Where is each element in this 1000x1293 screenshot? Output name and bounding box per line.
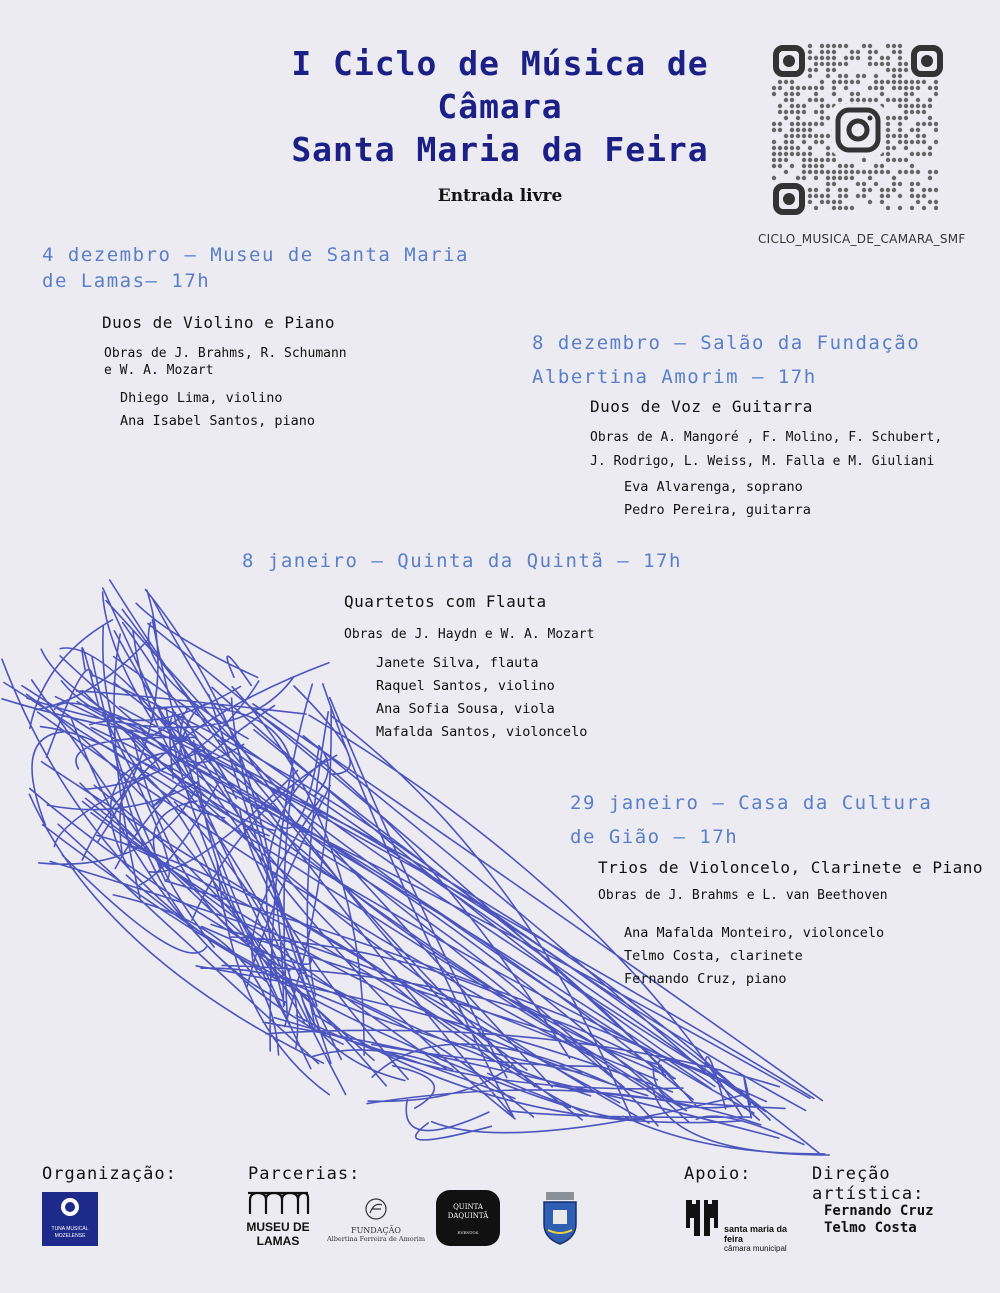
tuna-mozelense-logo: TUNA MUSICAL MOZELENSE — [42, 1192, 98, 1246]
instagram-qr-code[interactable] — [770, 42, 946, 218]
performer: Janete Silva, flauta — [376, 655, 539, 671]
performer: Dhiego Lima, violino — [120, 390, 283, 406]
direcao-label: Direção artística: — [812, 1164, 925, 1204]
title-line-3: Santa Maria da Feira — [291, 130, 709, 169]
performer: Ana Sofia Sousa, viola — [376, 701, 555, 717]
concert-4-program: Trios de Violoncelo, Clarinete e Piano — [598, 858, 984, 877]
concert-4-date: 29 janeiro – Casa da Cultura de Gião – 17h — [570, 792, 933, 848]
performer: Pedro Pereira, guitarra — [624, 502, 811, 518]
museu-lamas-logo: MUSEU DE LAMAS — [246, 1190, 310, 1250]
title-line-2: Câmara — [437, 87, 563, 126]
smf-camara-logo: santa maria da feira câmara municipal — [684, 1196, 804, 1244]
entrada-livre: Entrada livre — [437, 186, 563, 206]
parcerias-label: Parcerias: — [248, 1164, 361, 1184]
concert-1-performers — [120, 387, 315, 433]
concert-2-works: Obras de A. Mangoré , F. Molino, F. Schubert, J. Rodrigo, L. Weiss, M. Falla e M. Giuliani — [590, 430, 943, 469]
organizacao-label: Organização: — [42, 1164, 177, 1184]
title-line-1: I Ciclo de Música de — [291, 44, 709, 83]
arches-icon — [246, 1190, 310, 1216]
castle-icon — [684, 1196, 720, 1240]
fundacao-logo: FUNDAÇÃO Albertina Ferreira de Amorim — [326, 1196, 426, 1244]
concert-2-program: Duos de Voz e Guitarra — [590, 397, 813, 416]
concert-2-date: 8 dezembro – Salão da Fundação Albertina Amorim – 17h — [532, 332, 921, 388]
concert-4-works: Obras de J. Brahms e L. van Beethoven — [598, 888, 888, 903]
concert-1-program: Duos de Violino e Piano — [102, 313, 336, 332]
concert-3-date: 8 janeiro – Quinta da Quintã – 17h — [242, 550, 682, 572]
performer: Ana Mafalda Monteiro, violoncelo — [624, 925, 885, 941]
concert-4-performers — [624, 922, 884, 991]
tuna-emblem-icon — [42, 1192, 98, 1222]
quinta-logo: QUINTA DAQUINTÃ EVENTOS — [436, 1190, 500, 1246]
performer: Mafalda Santos, violoncelo — [376, 724, 588, 740]
performer: Telmo Costa, clarinete — [624, 948, 803, 964]
concert-2-performers — [624, 476, 811, 522]
concert-1-date: 4 dezembro – Museu de Santa Maria de Lamas– 17h — [42, 244, 469, 292]
concert-3-performers — [376, 652, 587, 744]
concert-3-works: Obras de J. Haydn e W. A. Mozart — [344, 627, 595, 642]
instagram-handle[interactable]: CICLO_MUSICA_DE_CAMARA_SMF — [758, 232, 966, 246]
direcao-names: Fernando Cruz Telmo Costa — [824, 1203, 934, 1236]
poster-title — [240, 42, 760, 171]
performer: Ana Isabel Santos, piano — [120, 413, 316, 429]
concert-1-works: Obras de J. Brahms, R. Schumann e W. A. Mozart — [104, 346, 347, 378]
coat-of-arms-icon — [538, 1190, 582, 1248]
performer: Eva Alvarenga, soprano — [624, 479, 803, 495]
apoio-label: Apoio: — [684, 1164, 752, 1184]
performer: Fernando Cruz, piano — [624, 971, 787, 987]
fundacao-monogram-icon — [326, 1196, 426, 1222]
performer: Raquel Santos, violino — [376, 678, 555, 694]
concert-3-program: Quartetos com Flauta — [344, 592, 547, 611]
